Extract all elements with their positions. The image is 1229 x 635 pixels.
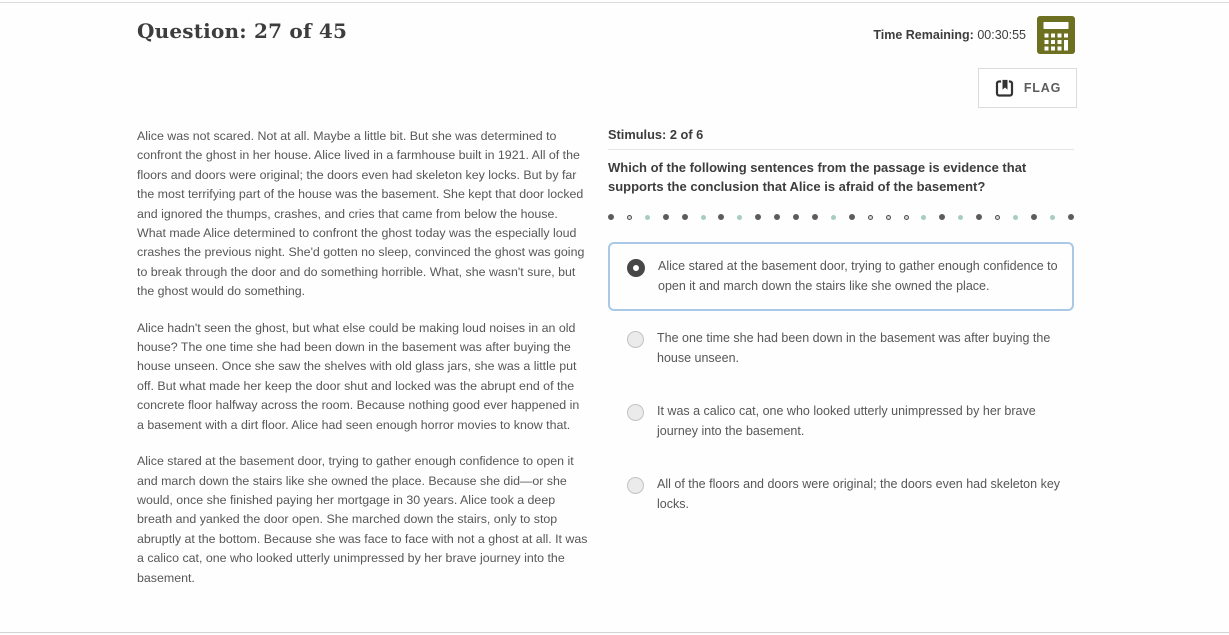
question-panel bbox=[608, 127, 1074, 538]
flag-button[interactable] bbox=[978, 68, 1077, 108]
progress-dot bbox=[976, 214, 982, 220]
calculator-icon[interactable] bbox=[1036, 16, 1076, 54]
question-prompt: Which of the following sentences from the passage is evidence that supports the conclusion that Alice is afraid of the basement? bbox=[608, 160, 1027, 194]
progress-dot bbox=[608, 214, 614, 220]
progress-dot bbox=[627, 215, 632, 220]
progress-dot bbox=[718, 214, 724, 220]
radio-button[interactable] bbox=[627, 259, 645, 277]
bottom-divider bbox=[0, 632, 1229, 633]
progress-dot bbox=[995, 215, 1000, 220]
time-remaining-value: 00:30:55 bbox=[977, 28, 1026, 42]
time-remaining bbox=[873, 28, 1026, 42]
radio-button[interactable] bbox=[627, 404, 644, 421]
progress-dot bbox=[645, 215, 650, 220]
option-text: All of the floors and doors were original; the doors even had skeleton key locks. bbox=[657, 477, 1061, 511]
progress-dots bbox=[608, 213, 1074, 221]
progress-dot bbox=[831, 215, 836, 220]
answer-option[interactable] bbox=[608, 319, 1074, 378]
progress-dot bbox=[737, 215, 742, 220]
option-text: Alice stared at the basement door, trying to gather enough confidence to open it and march down the stairs like she owned the place. bbox=[658, 259, 1058, 293]
radio-button[interactable] bbox=[627, 331, 644, 348]
timer bbox=[860, 16, 1076, 54]
radio-button[interactable] bbox=[627, 477, 644, 494]
passage-paragraph: Alice stared at the basement door, trying to gather enough confidence to open it and march down the stairs like she owned the place. Because she did—or she would, once she finished paying her mortgage in 30 years. Alice took a deep breath and yanked the door open. She marched down the stairs, only to stop abruptly at the bottom. Because she was face to face with not a ghost at all. It was a calico cat, one who looked utterly unimpressed by her brave journey into the basement. bbox=[137, 454, 588, 585]
progress-dot bbox=[921, 215, 926, 220]
top-divider bbox=[0, 2, 1229, 3]
progress-dot bbox=[958, 215, 963, 220]
progress-dot bbox=[886, 215, 891, 220]
passage-paragraph: Alice was not scared. Not at all. Maybe a little bit. But she was determined to confront the ghost in her house. Alice lived in a farmhouse built in 1921. All of the floors and doors were original; the doors even had skeleton key locks. But by far the most terrifying part of the house was the basement. She kept that door locked and ignored the thumps, crashes, and cries that came from below the house. What made Alice determined to confront the ghost today was the especially loud crashes the previous night. She'd gotten no sleep, convinced the ghost was going to break through the door and do something horrible. What, she wasn't sure, but the ghost would do something. bbox=[137, 129, 585, 299]
progress-dot bbox=[1013, 215, 1018, 220]
progress-dot bbox=[755, 214, 761, 220]
option-text: The one time she had been down in the basement was after buying the house unseen. bbox=[657, 331, 1051, 365]
progress-dot bbox=[701, 215, 706, 220]
progress-dot bbox=[663, 214, 669, 220]
answer-option[interactable] bbox=[608, 392, 1074, 451]
book-bookmark-icon bbox=[994, 78, 1015, 98]
progress-dot bbox=[682, 214, 688, 220]
progress-dot bbox=[774, 214, 780, 220]
progress-dot bbox=[793, 214, 799, 220]
progress-dot bbox=[1031, 214, 1037, 220]
progress-dot bbox=[1068, 214, 1074, 220]
progress-dot bbox=[849, 214, 855, 220]
passage-paragraph: Alice hadn't seen the ghost, but what else could be making loud noises in an old house? The one time she had been down in the basement was after buying the house unseen. Once she saw the shelves with old glass jars, she was a little put off. But what made her keep the door shut and locked was the abrupt end of the concrete floor halfway across the room. Because nothing good ever happened in a basement with a dirt floor. Alice had seen enough horror movies to know that. bbox=[137, 320, 580, 432]
question-counter: Question: 27 of 45 bbox=[137, 19, 348, 43]
answer-option[interactable] bbox=[608, 242, 1074, 311]
progress-dot bbox=[868, 215, 873, 220]
progress-dot bbox=[1050, 215, 1055, 220]
progress-dot bbox=[904, 215, 909, 220]
progress-dot bbox=[812, 214, 818, 220]
time-remaining-label: Time Remaining: bbox=[873, 28, 974, 42]
progress-dot bbox=[939, 214, 945, 220]
answer-option[interactable] bbox=[608, 465, 1074, 524]
passage-panel bbox=[137, 127, 589, 605]
option-text: It was a calico cat, one who looked utterly unimpressed by her brave journey into the basement. bbox=[657, 404, 1036, 438]
answer-options bbox=[608, 242, 1074, 524]
flag-button-label: FLAG bbox=[1023, 81, 1062, 95]
stimulus-counter: Stimulus: 2 of 6 bbox=[608, 127, 1074, 150]
